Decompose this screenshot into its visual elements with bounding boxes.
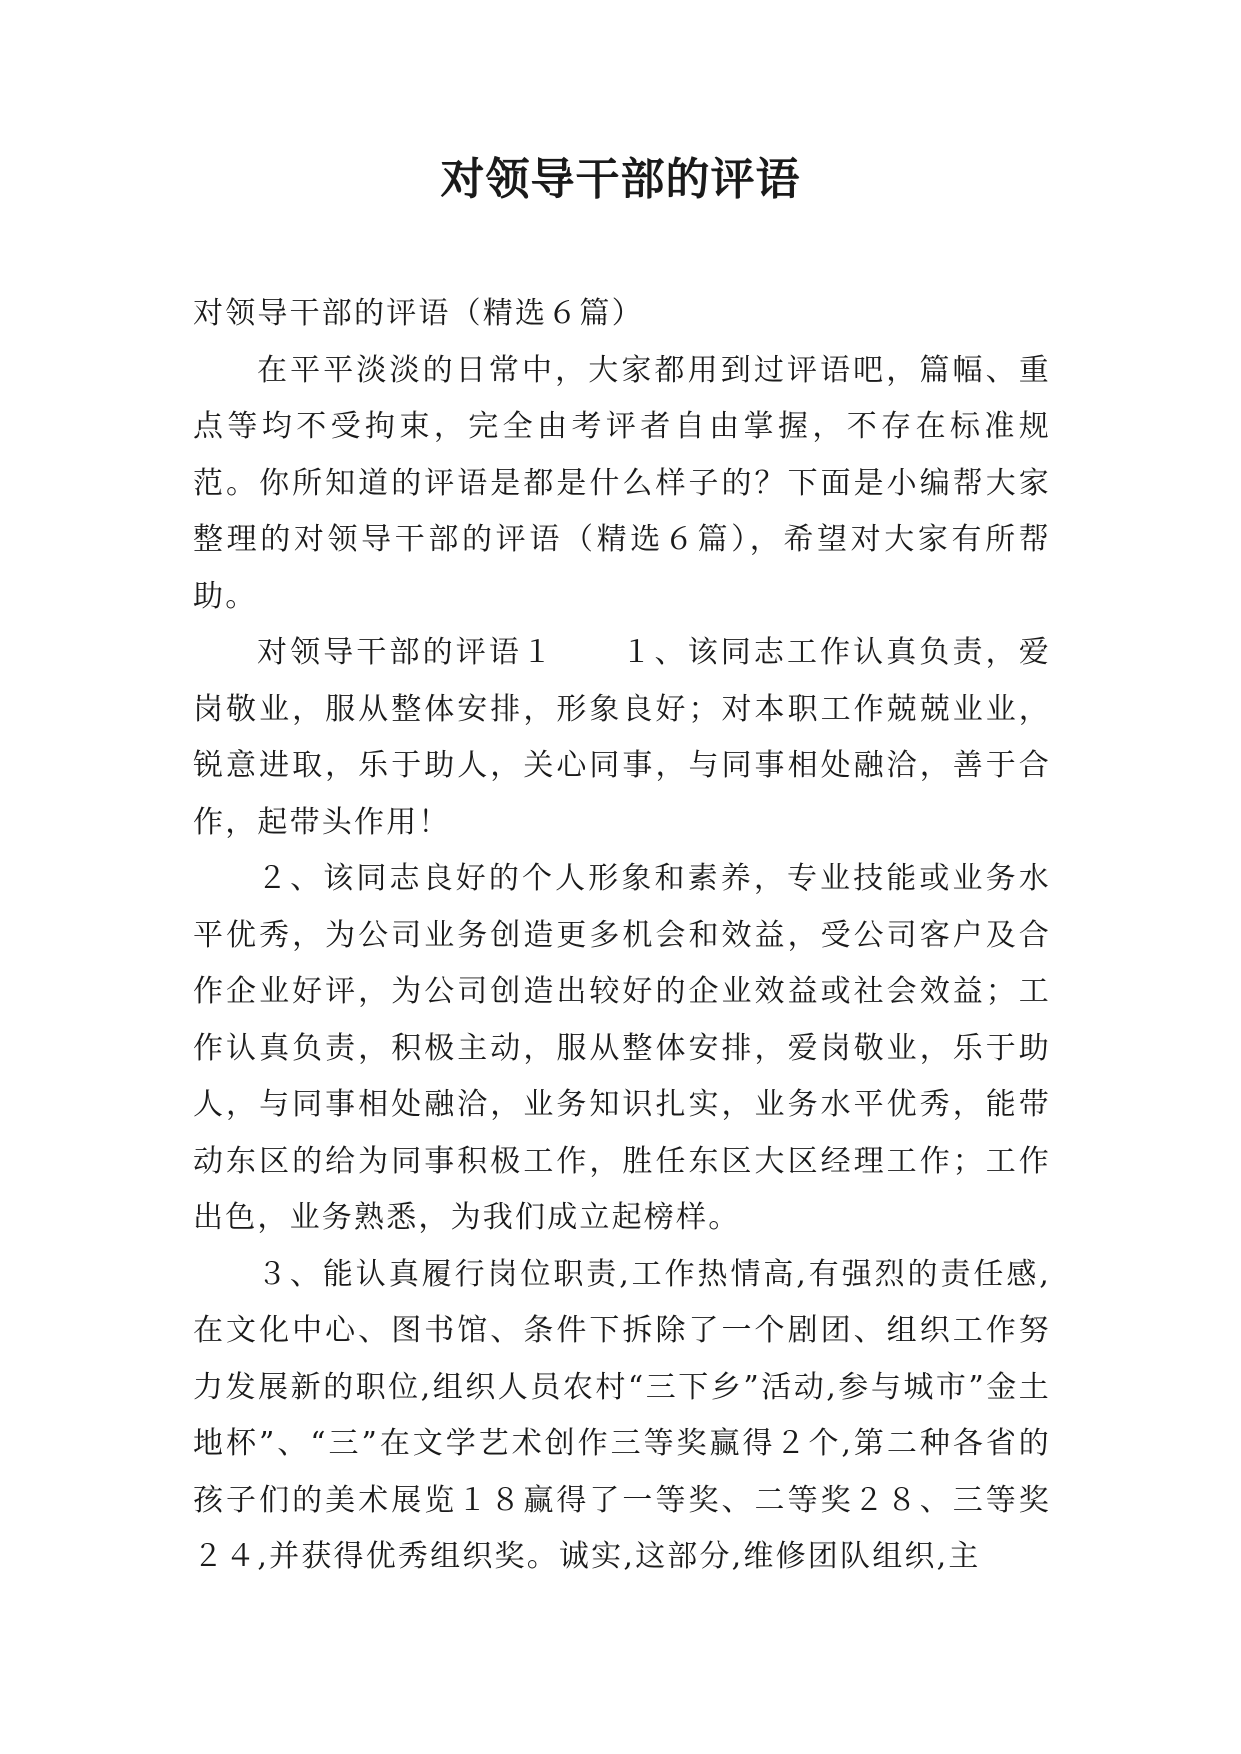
section-paragraph-2: ２、该同志良好的个人形象和素养，专业技能或业务水平优秀，为公司业务创造更多机会和效益，受公司客户及合作企业好评，为公司创造出较好的企业效益或社会效益；工作认真负责，积极主动，服从整体安排，爱岗敬业，乐于助人，与同事相处融洽，业务知识扎实，业务水平优秀，能带动东区的给为同事积极工作，胜任东区大区经理工作；工作出色，业务熟悉，为我们成立起榜样。 — [193, 861, 1051, 1235]
intro-paragraph: 在平平淡淡的日常中，大家都用到过评语吧，篇幅、重点等均不受拘束，完全由考评者自由掌握，不存在标准规范。你所知道的评语是都是什么样子的？下面是小编帮大家整理的对领导干部的评语（精选６篇），希望对大家有所帮助。 — [193, 352, 1051, 614]
section-paragraph-1: 对领导干部的评语１ １、该同志工作认真负责，爱岗敬业，服从整体安排，形象良好；对本职工作兢兢业业，锐意进取，乐于助人，关心同事，与同事相处融洽，善于合作，起带头作用！ — [193, 635, 1051, 840]
document-subtitle: 对领导干部的评语（精选６篇） — [193, 296, 644, 331]
document-title: 对领导干部的评语 — [440, 154, 801, 205]
document-body — [193, 286, 1051, 1586]
section-paragraph-3: ３、能认真履行岗位职责,工作热情高,有强烈的责任感,在文化中心、图书馆、条件下拆除了一个剧团、组织工作努力发展新的职位,组织人员农村“三下乡”活动,参与城市”金土地杯”、“三”在文学艺术创作三等奖赢得２个,第二种各省的孩子们的美术展览１８赢得了一等奖、二等奖２８、三等奖２４,并获得优秀组织奖。诚实,这部分,维修团队组织,主 — [193, 1256, 1051, 1574]
